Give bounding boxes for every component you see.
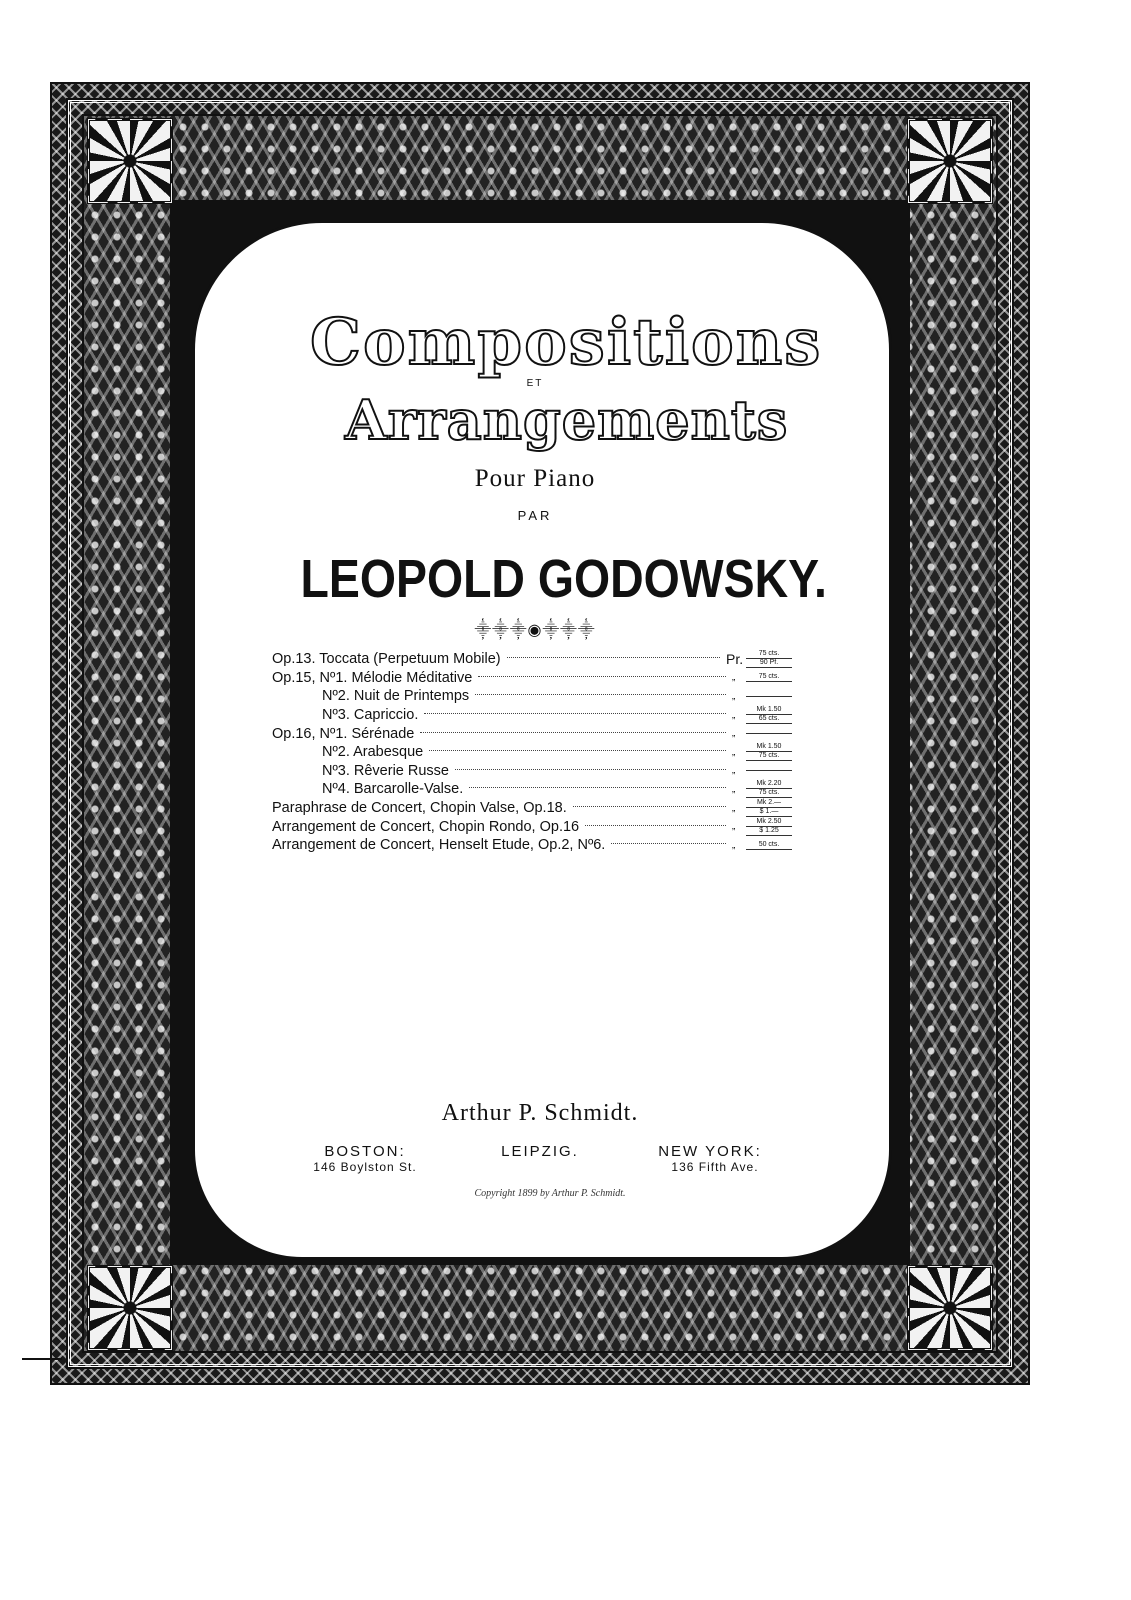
work-price: 50 cts. (746, 841, 792, 850)
city-new-york: NEW YORK: (658, 1143, 762, 1160)
address-new-york: 136 Fifth Ave. (671, 1160, 759, 1174)
ditto-mark: „ (732, 765, 736, 777)
ditto-mark: „ (732, 709, 736, 721)
work-row (272, 687, 792, 706)
leader-dots (420, 731, 726, 733)
ditto-mark: „ (732, 821, 736, 833)
work-label: Op.15, Nº1. Mélodie Méditative (272, 669, 473, 686)
work-row (272, 780, 792, 799)
composer-name: LEOPOLD GODOWSKY. (300, 549, 827, 609)
work-price (746, 770, 792, 771)
work-row (272, 706, 792, 725)
publisher-name: Arthur P. Schmidt. (441, 1100, 639, 1126)
work-label: Op.16, Nº1. Sérénade (272, 725, 415, 742)
leader-dots (507, 656, 720, 658)
leader-dots (585, 824, 726, 826)
work-label: Arrangement de Concert, Henselt Etude, Op.2, Nº6. (272, 837, 606, 854)
corner-ornament-bottom-right (907, 1265, 993, 1351)
leader-dots (469, 786, 726, 788)
ditto-mark: „ (732, 783, 736, 795)
ditto-mark: „ (732, 746, 736, 758)
ditto-mark: „ (732, 728, 736, 740)
par-label: PAR (517, 508, 553, 523)
city-leipzig: LEIPZIG. (501, 1143, 579, 1160)
work-label: Nº2. Arabesque (322, 744, 424, 761)
flourish-ornament: ⸎⸎⸎◉⸎⸎⸎ (474, 622, 596, 639)
work-price: Mk 2.50 $ 1.25 (746, 818, 792, 836)
price-header: Pr. (726, 651, 744, 668)
margin-mark (22, 1358, 62, 1360)
title-et: ET (526, 378, 544, 389)
leader-dots (429, 749, 726, 751)
copyright-notice: Copyright 1899 by Arthur P. Schmidt. (474, 1188, 626, 1199)
work-label: Arrangement de Concert, Chopin Rondo, Op.16 (272, 818, 580, 835)
work-price: Mk 2.— $ 1.— (746, 799, 792, 817)
ditto-mark: „ (732, 802, 736, 814)
city-boston: BOSTON: (324, 1143, 406, 1160)
leader-dots (478, 675, 726, 677)
work-row (272, 724, 792, 743)
work-row (272, 836, 792, 855)
work-row (272, 762, 792, 781)
work-label: Nº2. Nuit de Printemps (322, 688, 470, 705)
leader-dots (455, 768, 726, 770)
work-row (272, 650, 792, 669)
work-label: Op.13. Toccata (Perpetuum Mobile) (272, 651, 501, 668)
work-row (272, 669, 792, 688)
title-compositions: Compositions (310, 305, 823, 380)
address-boston: 146 Boylston St. (313, 1160, 417, 1174)
ditto-mark: „ (732, 839, 736, 851)
work-label: Paraphrase de Concert, Chopin Valse, Op.18. (272, 800, 567, 817)
title-arrangements: Arrangements (345, 388, 789, 452)
work-row (272, 743, 792, 762)
work-price (746, 733, 792, 734)
work-price (746, 696, 792, 697)
work-label: Nº4. Barcarolle-Valse. (322, 781, 464, 798)
work-price: 75 cts. 90 Pf. (746, 650, 792, 668)
work-label: Nº3. Capriccio. (322, 707, 419, 724)
work-label: Nº3. Rêverie Russe (322, 762, 449, 779)
corner-ornament-top-right (907, 118, 993, 204)
corner-ornament-top-left (87, 118, 173, 204)
leader-dots (424, 712, 726, 714)
corner-ornament-bottom-left (87, 1265, 173, 1351)
works-list (272, 650, 792, 855)
work-price: Mk 1.50 65 cts. (746, 706, 792, 724)
work-price: Mk 2.20 75 cts. (746, 780, 792, 798)
ditto-mark: „ (732, 690, 736, 702)
work-row (272, 817, 792, 836)
work-price: Mk 1.50 75 cts. (746, 743, 792, 761)
leader-dots (573, 805, 726, 807)
work-row (272, 799, 792, 818)
ditto-mark: „ (732, 672, 736, 684)
work-price: 75 cts. (746, 673, 792, 682)
subtitle-pour-piano: Pour Piano (474, 465, 596, 492)
leader-dots (475, 693, 726, 695)
leader-dots (611, 842, 726, 844)
